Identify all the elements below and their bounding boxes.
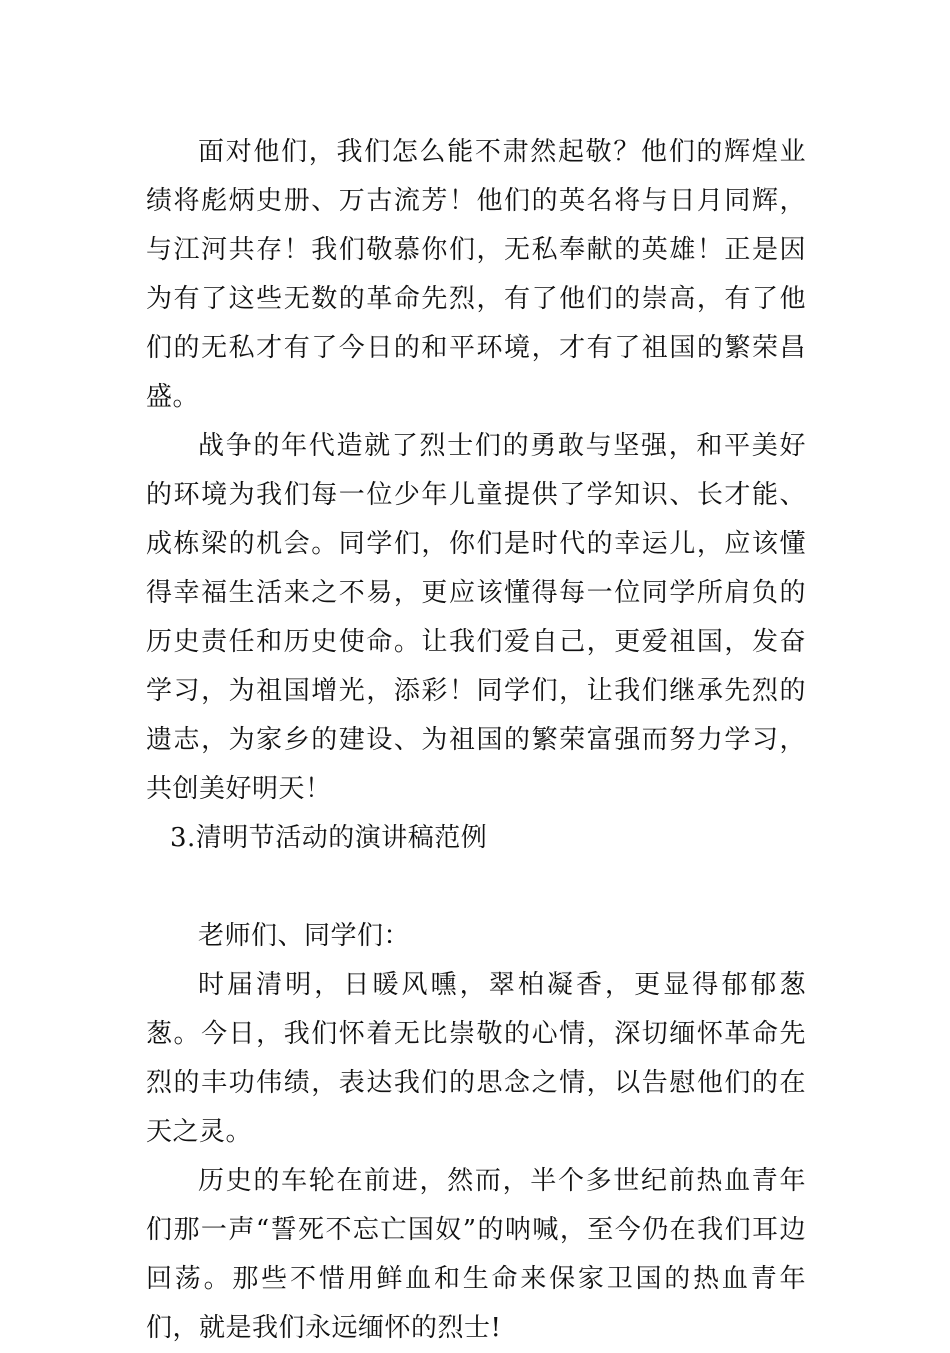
salutation: 老师们、同学们： bbox=[198, 921, 411, 951]
document-body bbox=[146, 128, 806, 1353]
blank-line bbox=[146, 863, 806, 912]
paragraph: 战争的年代造就了烈士们的勇敢与坚强，和平美好的环境为我们每一位少年儿童提供了学知识、长才能、成栋梁的机会。同学们，你们是时代的幸运儿，应该懂得幸福生活来之不易，更应该懂得每一位同学所肩负的历史责任和历史使命。让我们爱自己，更爱祖国，发奋学习，为祖国增光，添彩！同学们，让我们继承先烈的遗志，为家乡的建设、为祖国的繁荣富强而努力学习，共创美好明天！ bbox=[146, 431, 806, 804]
paragraph: 面对他们，我们怎么能不肃然起敬？他们的辉煌业绩将彪炳史册、万古流芳！他们的英名将与日月同辉，与江河共存！我们敬慕你们，无私奉献的英雄！正是因为有了这些无数的革命先烈，有了他们的崇高，有了他们的无私才有了今日的和平环境，才有了祖国的繁荣昌盛。 bbox=[146, 137, 806, 412]
paragraph: 历史的车轮在前进，然而，半个多世纪前热血青年们那一声“誓死不忘亡国奴”的呐喊，至今仍在我们耳边回荡。那些不惜用鲜血和生命来保家卫国的热血青年们，就是我们永远缅怀的烈士! bbox=[146, 1166, 806, 1343]
paragraph: 时届清明，日暖风曛，翠柏凝香，更显得郁郁葱葱。今日，我们怀着无比崇敬的心情，深切缅怀革命先烈的丰功伟绩，表达我们的思念之情，以告慰他们的在天之灵。 bbox=[146, 970, 806, 1147]
section-heading: 3.清明节活动的演讲稿范例 bbox=[170, 823, 488, 853]
